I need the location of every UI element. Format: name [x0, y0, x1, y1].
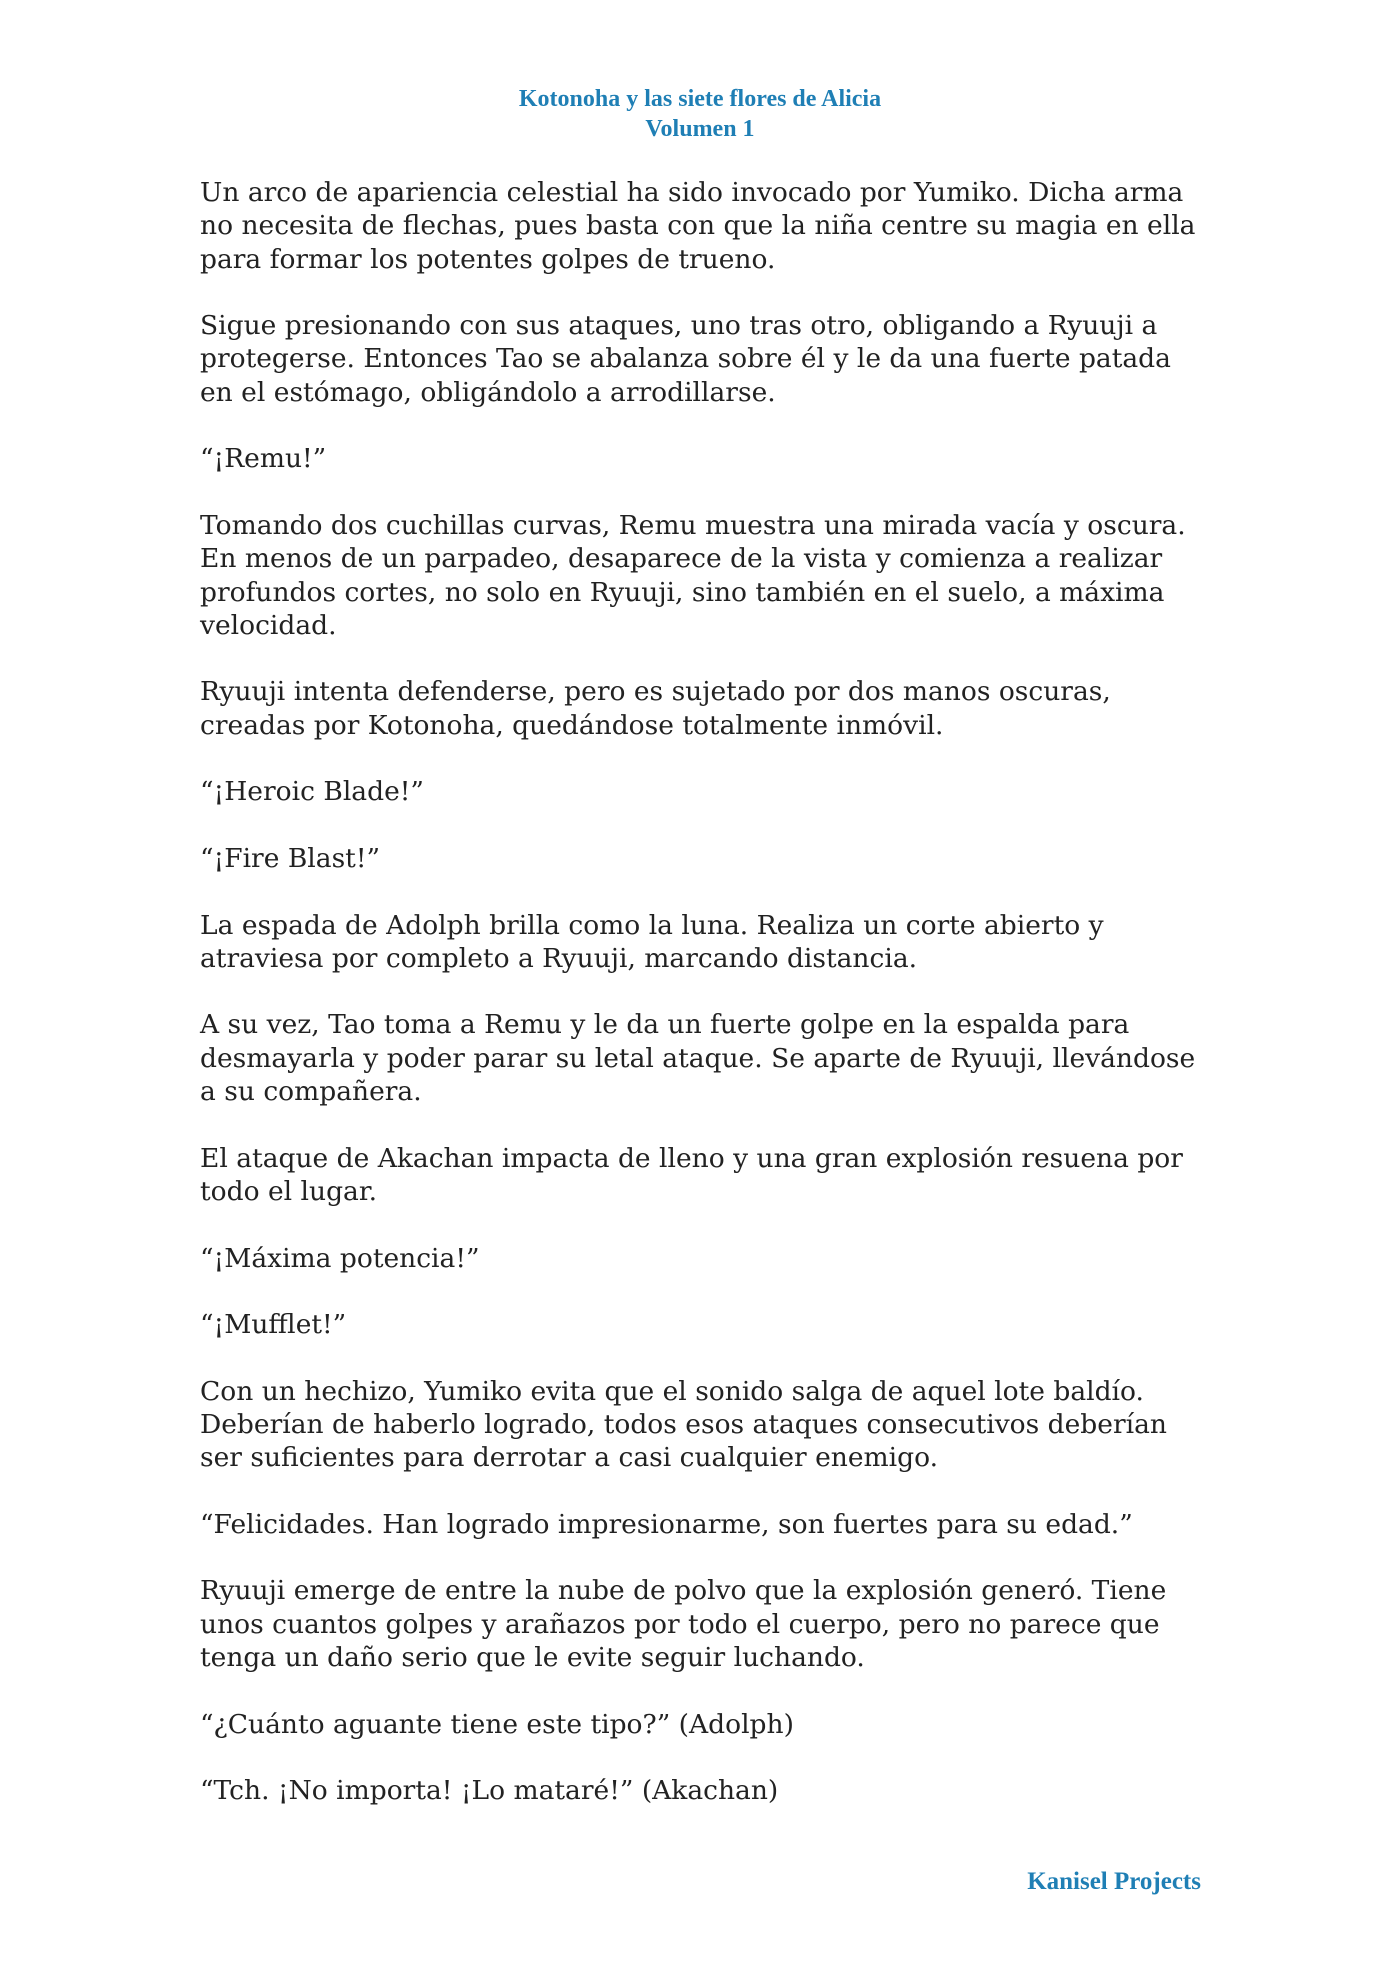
paragraph: Con un hechizo, Yumiko evita que el sonido salga de aquel lote baldío. Deberían de haberlo logrado, todos esos ataques consecutivos deberían ser suficientes para derrotar a casi cualquier enemigo.	[200, 1375, 1167, 1474]
paragraph: Tomando dos cuchillas curvas, Remu muestra una mirada vacía y oscura. En menos de un parpadeo, desaparece de la vista y comienza a realizar profundos cortes, no solo en Ryuuji, sino también en el suelo, a máxima velocidad.	[200, 509, 1186, 641]
dialogue-line: “Felicidades. Han logrado impresionarme, son fuertes para su edad.”	[200, 1508, 1133, 1540]
paragraph: Un arco de apariencia celestial ha sido invocado por Yumiko. Dicha arma no necesita de flechas, pues basta con que la niña centre su magia en ella para formar los potentes golpes de trueno.	[200, 177, 1196, 275]
paragraph: Ryuuji intenta defenderse, pero es sujetado por dos manos oscuras, creadas por Kotonoha, quedándose totalmente inmóvil.	[200, 676, 1111, 741]
paragraph: Sigue presionando con sus ataques, uno tras otro, obligando a Ryuuji a protegerse. Entonces Tao se abalanza sobre él y le da una fuerte patada en el estómago, obligándolo a arrodillarse.	[200, 310, 1171, 408]
dialogue-line: “¡Mufflet!”	[200, 1309, 347, 1341]
body-text	[200, 176, 1200, 1841]
dialogue-line: “Tch. ¡No importa! ¡Lo mataré!” (Akachan)	[200, 1775, 779, 1807]
paragraph: El ataque de Akachan impacta de lleno y una gran explosión resuena por todo el lugar.	[200, 1142, 1183, 1207]
book-title: Kotonoha y las siete flores de Alicia	[518, 86, 882, 112]
dialogue-line: “¡Heroic Blade!”	[200, 776, 424, 808]
page-header	[0, 84, 1400, 144]
dialogue-line: “¡Máxima potencia!”	[200, 1242, 480, 1274]
paragraph: A su vez, Tao toma a Remu y le da un fuerte golpe en la espalda para desmayarla y poder parar su letal ataque. Se aparte de Ryuuji, llevándose a su compañera.	[200, 1009, 1196, 1108]
paragraph: Ryuuji emerge de entre la nube de polvo que la explosión generó. Tiene unos cuantos golpes y arañazos por todo el cuerpo, pero no parece que tenga un daño serio que le evite seguir luchando.	[200, 1575, 1167, 1674]
dialogue-line: “¡Fire Blast!”	[200, 842, 381, 874]
paragraph: La espada de Adolph brilla como la luna. Realiza un corte abierto y atraviesa por completo a Ryuuji, marcando distancia.	[200, 909, 1104, 974]
volume-label: Volumen 1	[645, 116, 755, 142]
dialogue-line: “¡Remu!”	[200, 443, 327, 475]
footer-credit: Kanisel Projects	[1027, 1868, 1201, 1895]
dialogue-line: “¿Cuánto aguante tiene este tipo?” (Adolph)	[200, 1708, 794, 1740]
